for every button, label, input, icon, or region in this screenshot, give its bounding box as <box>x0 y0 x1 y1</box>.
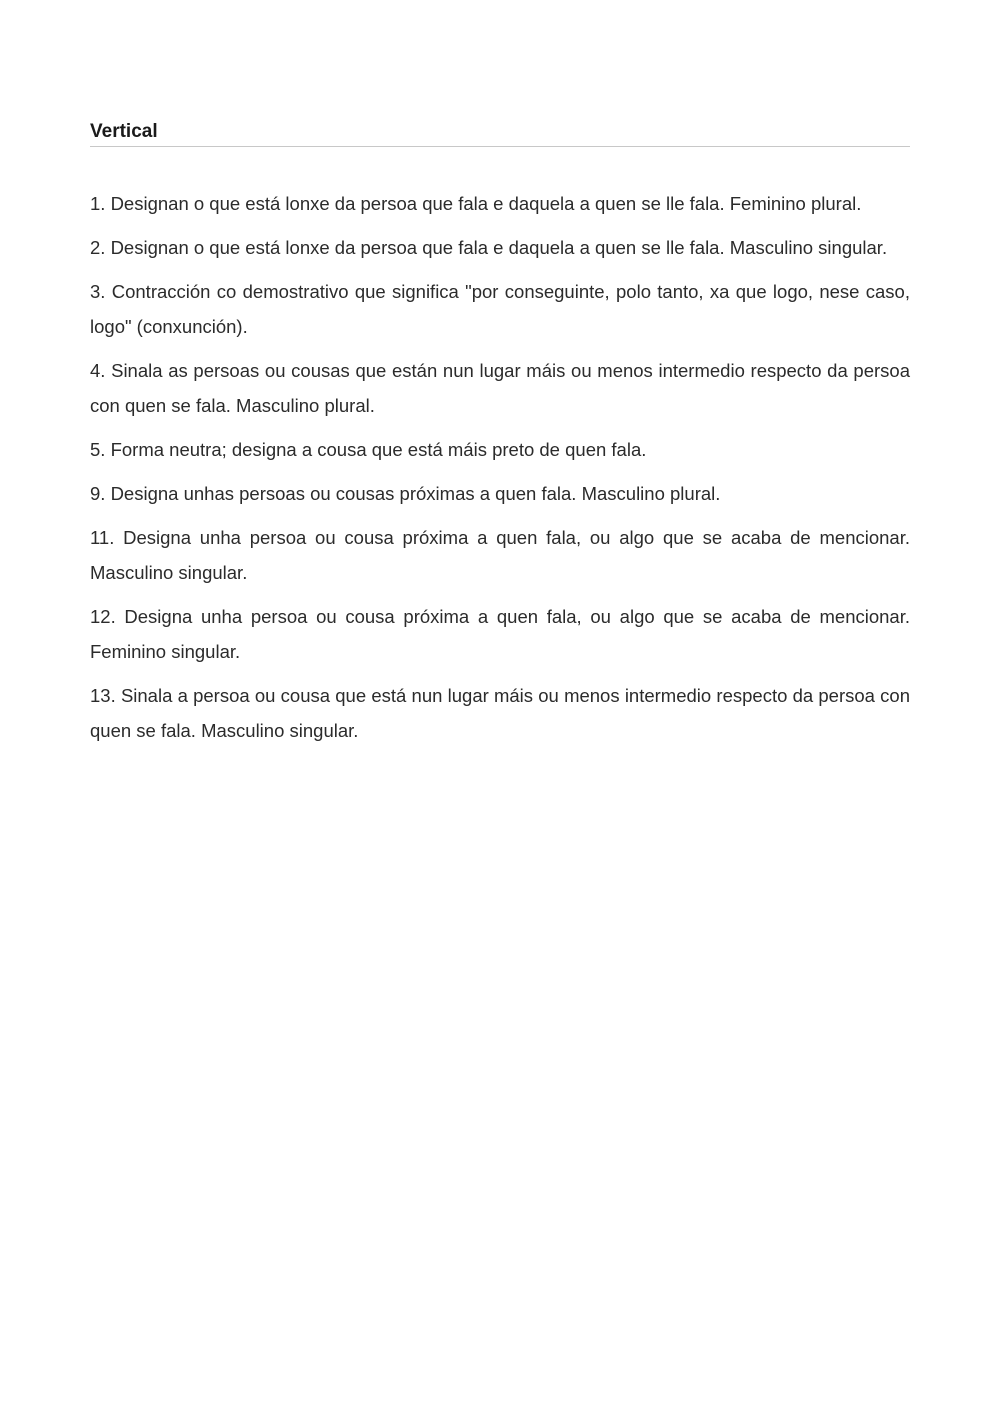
heading-divider <box>90 146 910 147</box>
section-heading: Vertical <box>90 121 158 142</box>
clue-item-3: 3. Contracción co demostrativo que significa "por conseguinte, polo tanto, xa que logo, nese caso, logo" (conxunción). <box>90 281 910 337</box>
clue-item-9: 9. Designa unhas persoas ou cousas próximas a quen fala. Masculino plural. <box>90 483 721 504</box>
clue-item-11: 11. Designa unha persoa ou cousa próxima a quen fala, ou algo que se acaba de mencionar. Masculino singular. <box>90 527 910 583</box>
clue-item-12: 12. Designa unha persoa ou cousa próxima a quen fala, ou algo que se acaba de mencionar. Feminino singular. <box>90 606 910 662</box>
clue-item-4: 4. Sinala as persoas ou cousas que están nun lugar máis ou menos intermedio respecto da persoa con quen se fala. Masculino plural. <box>90 360 910 416</box>
clue-item-13: 13. Sinala a persoa ou cousa que está nun lugar máis ou menos intermedio respecto da persoa con quen se fala. Masculino singular. <box>90 685 910 741</box>
clue-item-1: 1. Designan o que está lonxe da persoa que fala e daquela a quen se lle fala. Feminino plural. <box>90 193 862 214</box>
clue-item-5: 5. Forma neutra; designa a cousa que está máis preto de quen fala. <box>90 439 647 460</box>
clue-item-2: 2. Designan o que está lonxe da persoa que fala e daquela a quen se lle fala. Masculino singular. <box>90 237 888 258</box>
clue-list <box>90 186 910 748</box>
